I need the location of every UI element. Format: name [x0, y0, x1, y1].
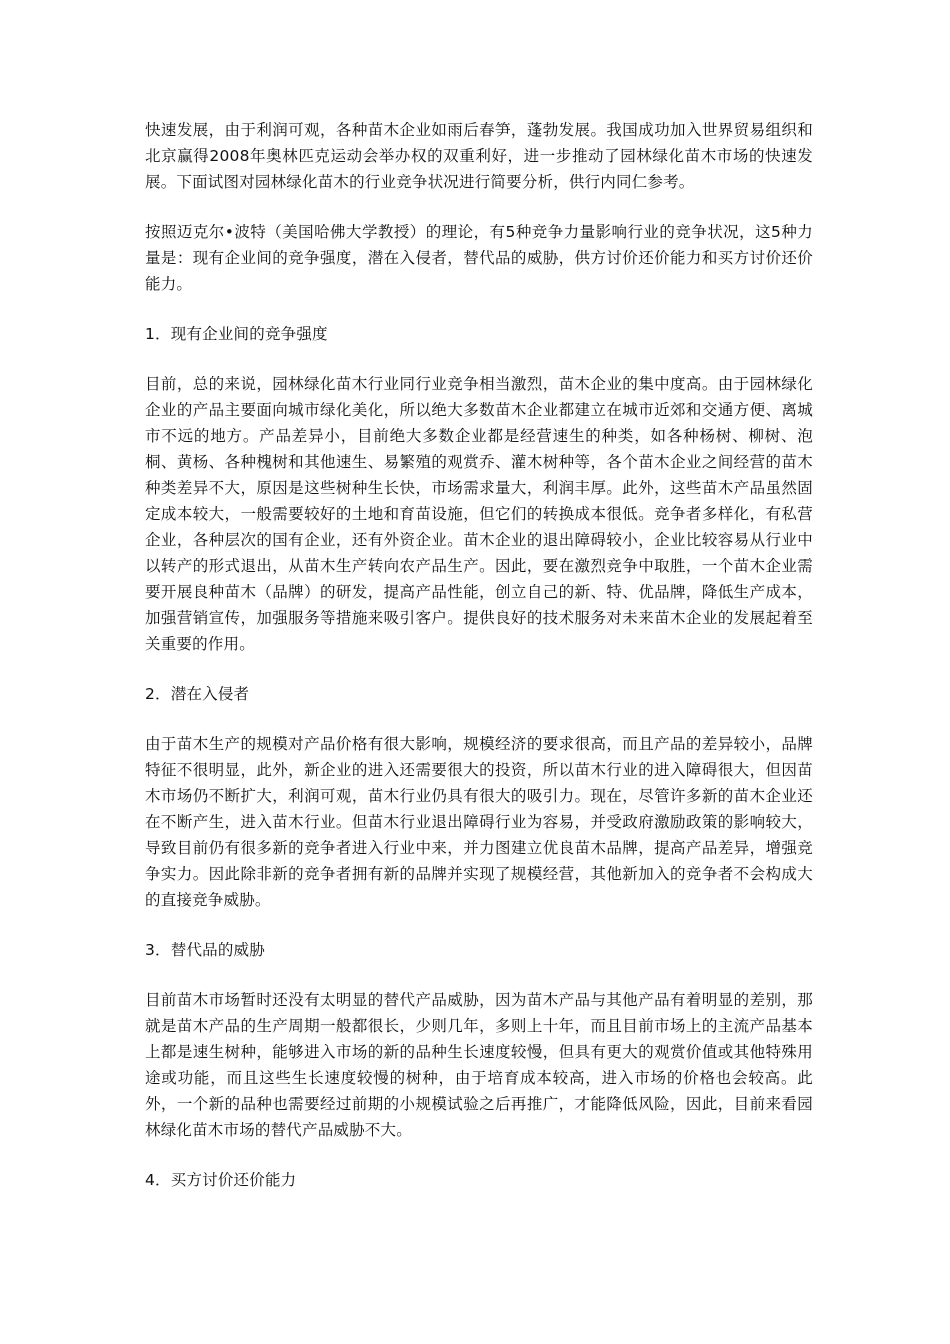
section-body-1: 目前，总的来说，园林绿化苗木行业同行业竞争相当激烈，苗木企业的集中度高。由于园林绿化企业的产品主要面向城市绿化美化，所以绝大多数苗木企业都建立在城市近郊和交通方便、离城市不远的地方。产品差异小，目前绝大多数企业都是经营速生的种类，如各种杨树、柳树、泡桐、黄杨、各种槐树和其他速生、易繁殖的观赏乔、灌木树种等，各个苗木企业之间经营的苗木种类差异不大，原因是这些树种生长快，市场需求量大，利润丰厚。此外，这些苗木产品虽然固定成本较大，一般需要较好的土地和育苗设施，但它们的转换成本很低。竞争者多样化，有私营企业，各种层次的国有企业，还有外资企业。苗木企业的退出障碍较小，企业比较容易从行业中以转产的形式退出，从苗木生产转向农产品生产。因此，要在激烈竞争中取胜，一个苗木企业需要开展良种苗木（品牌）的研发，提高产品性能，创立自己的新、特、优品牌，降低生产成本，加强营销宣传，加强服务等措施来吸引客户。提供良好的技术服务对未来苗木企业的发展起着至关重要的作用。: [145, 375, 813, 653]
section-heading-2: 2．潜在入侵者: [145, 685, 250, 703]
section-heading-4: 4．买方讨价还价能力: [145, 1171, 297, 1189]
intro-paragraph-2: 按照迈克尔•波特（美国哈佛大学教授）的理论，有5种竞争力量影响行业的竞争状况，这5种力量是：现有企业间的竞争强度，潜在入侵者，替代品的威胁，供方讨价还价能力和买方讨价还价能力。: [145, 223, 813, 293]
section-heading-1: 1．现有企业间的竞争强度: [145, 325, 328, 343]
document-body: [145, 117, 813, 1217]
intro-paragraph-1: 快速发展，由于利润可观，各种苗木企业如雨后春笋，蓬勃发展。我国成功加入世界贸易组织和北京赢得2008年奥林匹克运动会举办权的双重利好，进一步推动了园林绿化苗木市场的快速发展。下面试图对园林绿化苗木的行业竞争状况进行简要分析，供行内同仁参考。: [145, 121, 813, 191]
section-heading-3: 3．替代品的威胁: [145, 941, 265, 959]
section-body-3: 目前苗木市场暂时还没有太明显的替代产品威胁，因为苗木产品与其他产品有着明显的差别，那就是苗木产品的生产周期一般都很长，少则几年，多则上十年，而且目前市场上的主流产品基本上都是速生树种，能够进入市场的新的品种生长速度较慢，但具有更大的观赏价值或其他特殊用途或功能，而且这些生长速度较慢的树种，由于培育成本较高，进入市场的价格也会较高。此外，一个新的品种也需要经过前期的小规模试验之后再推广，才能降低风险，因此，目前来看园林绿化苗木市场的替代产品威胁不大。: [145, 991, 813, 1139]
section-body-2: 由于苗木生产的规模对产品价格有很大影响，规模经济的要求很高，而且产品的差异较小，品牌特征不很明显，此外，新企业的进入还需要很大的投资，所以苗木行业的进入障碍很大，但因苗木市场仍不断扩大，利润可观，苗木行业仍具有很大的吸引力。现在，尽管许多新的苗木企业还在不断产生，进入苗木行业。但苗木行业退出障碍行业为容易，并受政府激励政策的影响较大，导致目前仍有很多新的竞争者进入行业中来，并力图建立优良苗木品牌，提高产品差异，增强竞争实力。因此除非新的竞争者拥有新的品牌并实现了规模经营，其他新加入的竞争者不会构成大的直接竞争威胁。: [145, 735, 813, 909]
